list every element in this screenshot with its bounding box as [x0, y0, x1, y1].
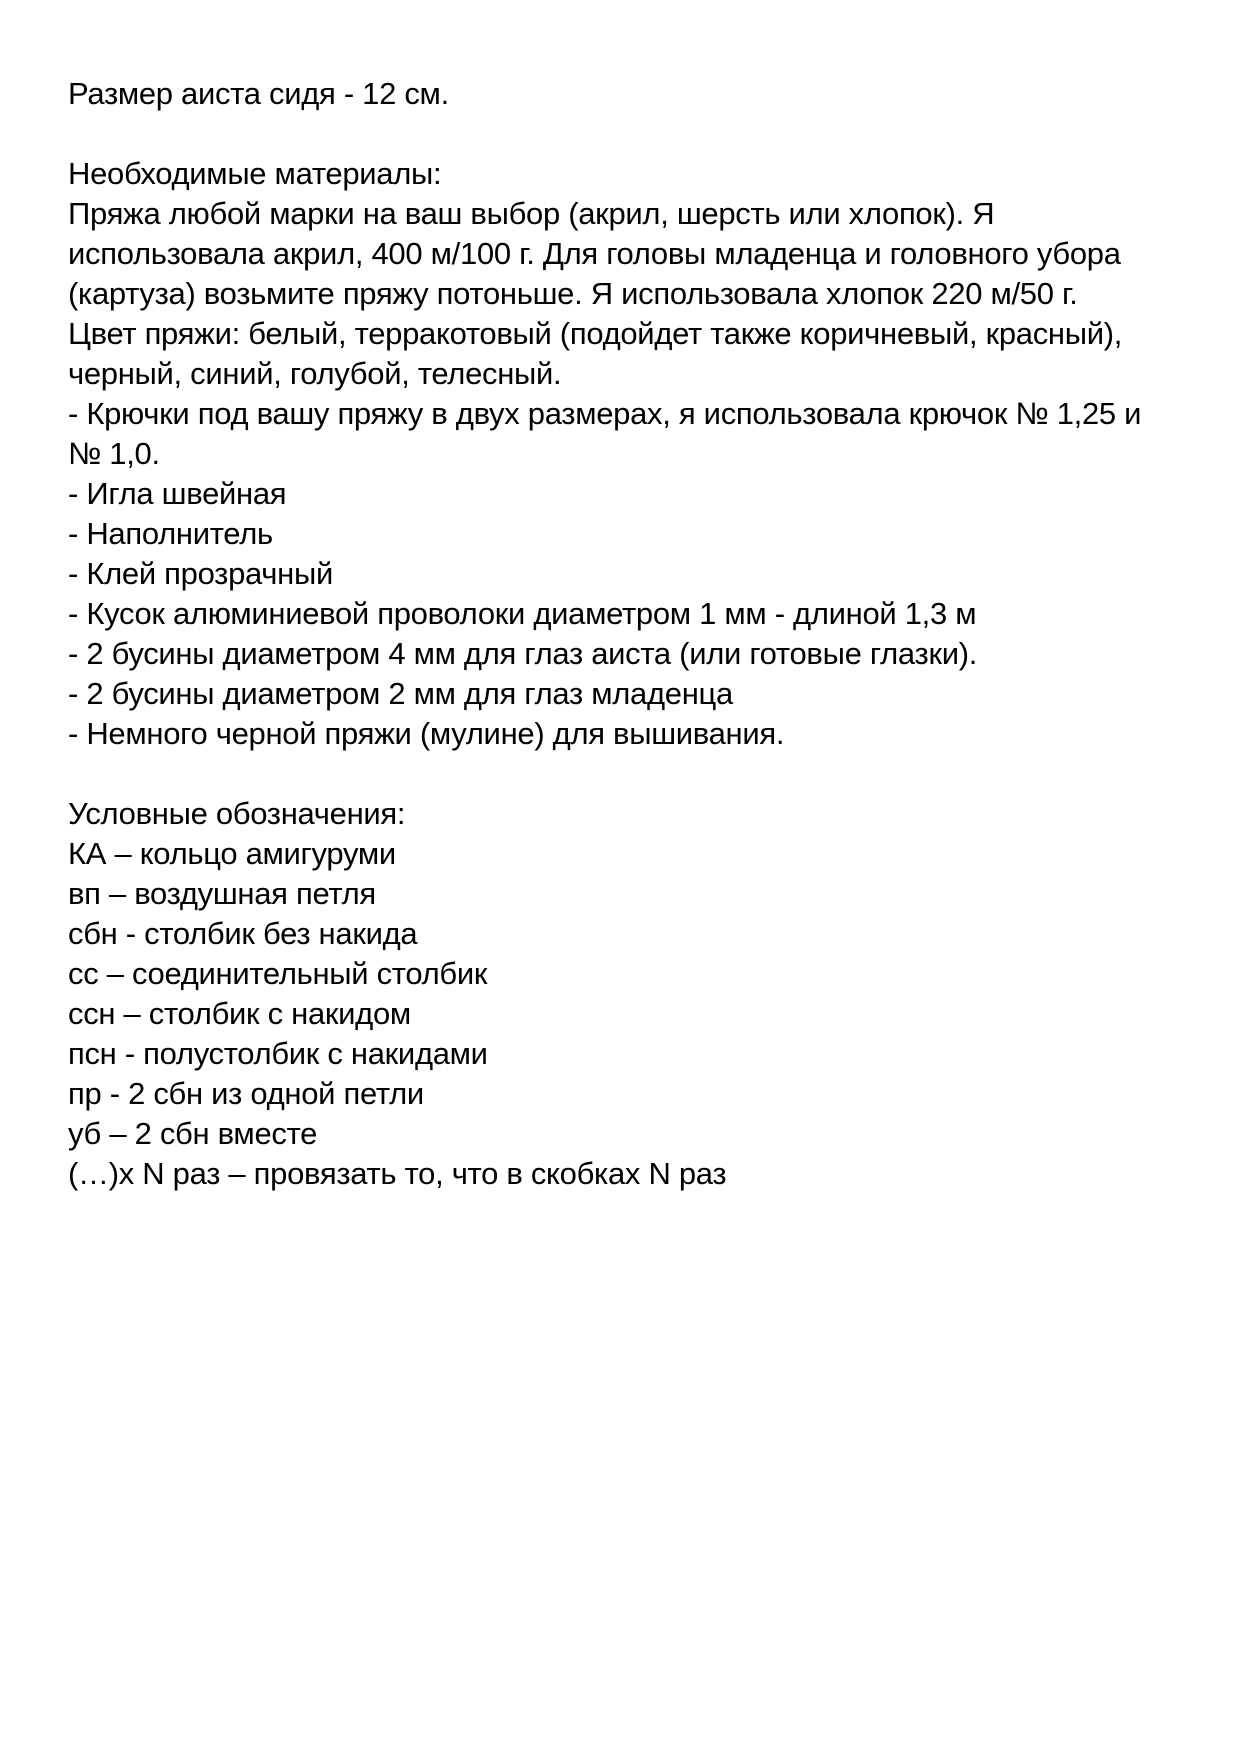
- legend-line: псн - полустолбик с накидами: [68, 1036, 488, 1071]
- legend-line: вп – воздушная петля: [68, 876, 376, 911]
- materials-line: черный, синий, голубой, телесный.: [68, 356, 562, 391]
- materials-line: (картуза) возьмите пряжу потоньше. Я использовала хлопок 220 м/50 г.: [68, 276, 1078, 311]
- document-text-block: [68, 74, 1178, 1194]
- materials-line: - 2 бусины диаметром 4 мм для глаз аиста (или готовые глазки).: [68, 636, 978, 671]
- materials-line: - Клей прозрачный: [68, 556, 333, 591]
- materials-line: использовала акрил, 400 м/100 г. Для головы младенца и головного убора: [68, 236, 1121, 271]
- legend-line: (…)х N раз – провязать то, что в скобках N раз: [68, 1156, 727, 1191]
- materials-line: № 1,0.: [68, 436, 160, 471]
- legend-line: КА – кольцо амигуруми: [68, 836, 396, 871]
- materials-line: - Немного черной пряжи (мулине) для вышивания.: [68, 716, 785, 751]
- legend-line: сбн - столбик без накида: [68, 916, 418, 951]
- materials-line: - 2 бусины диаметром 2 мм для глаз младенца: [68, 676, 733, 711]
- legend-heading: Условные обозначения:: [68, 796, 406, 831]
- materials-heading: Необходимые материалы:: [68, 156, 442, 191]
- materials-line: - Наполнитель: [68, 516, 273, 551]
- legend-line: пр - 2 сбн из одной петли: [68, 1076, 424, 1111]
- materials-line: - Крючки под вашу пряжу в двух размерах, я использовала крючок № 1,25 и: [68, 396, 1142, 431]
- size-note-line: Размер аиста сидя - 12 см.: [68, 76, 449, 111]
- materials-line: - Кусок алюминиевой проволоки диаметром 1 мм - длиной 1,3 м: [68, 596, 977, 631]
- legend-line: сс – соединительный столбик: [68, 956, 488, 991]
- blank-line: [68, 114, 1178, 154]
- legend-line: уб – 2 сбн вместе: [68, 1116, 318, 1151]
- materials-line: Цвет пряжи: белый, терракотовый (подойдет также коричневый, красный),: [68, 316, 1123, 351]
- legend-line: ссн – столбик с накидом: [68, 996, 411, 1031]
- materials-line: Пряжа любой марки на ваш выбор (акрил, шерсть или хлопок). Я: [68, 196, 995, 231]
- materials-line: - Игла швейная: [68, 476, 287, 511]
- blank-line: [68, 754, 1178, 794]
